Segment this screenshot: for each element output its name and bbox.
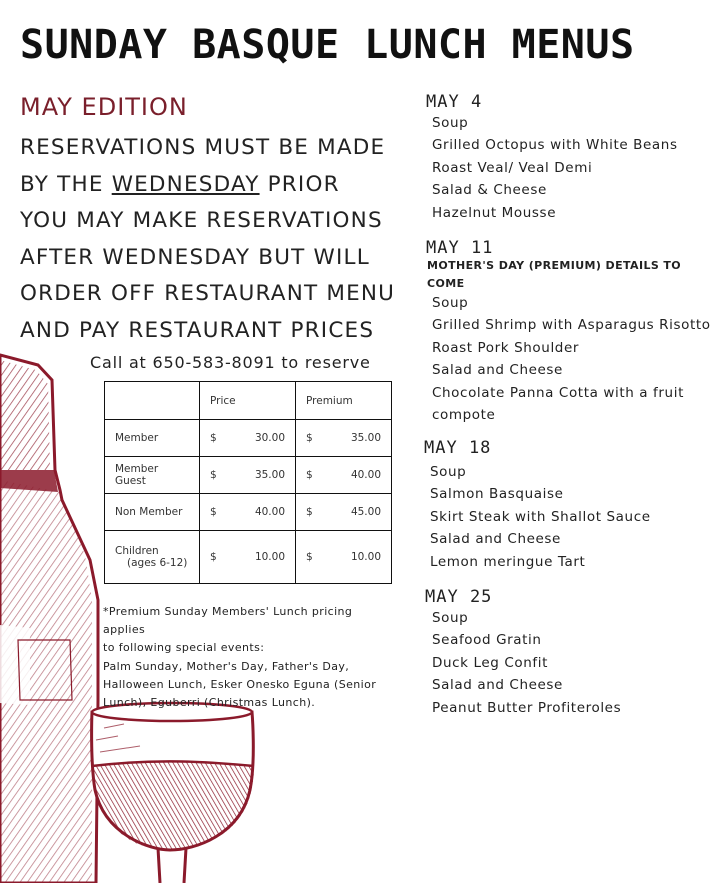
edition-heading: MAY EDITION [20,93,188,121]
menu-items [432,112,678,224]
premium-value: 40.00 [350,469,381,481]
currency-symbol: $ [210,432,217,444]
table-row [105,457,392,494]
premium-value: 10.00 [350,551,381,563]
wine-glass-icon [92,703,254,883]
row-label: Member [105,420,200,457]
price-value: 30.00 [254,432,285,444]
menu-date: MAY 11 [426,238,494,258]
reservation-deadline: WEDNESDAY [111,171,260,197]
menu-item: Salad and Cheese [430,531,561,548]
menu-item: Hazelnut Mousse [432,204,557,221]
menu-items [430,461,651,573]
menu-item: Lemon meringue Tart [430,553,586,570]
menu-item: Roast Veal/ Veal Demi [432,159,593,176]
table-header-row [105,382,392,420]
menu-item: Soup [430,464,467,480]
currency-symbol: $ [210,551,217,563]
menu-item: Peanut Butter Profiteroles [432,699,622,716]
menu-item: Roast Pork Shoulder [432,339,580,356]
menu-subtitle: MOTHER'S DAY (PREMIUM) DETAILS TO COME [427,259,682,290]
menu-item: Soup [432,610,469,626]
menu-date: MAY 4 [426,92,483,112]
price-value: 35.00 [254,469,285,481]
reservation-line: RESERVATIONS MUST BE MADE [20,135,386,160]
page-title: SUNDAY BASQUE LUNCH MENUS [20,22,635,68]
menu-item: Salmon Basquaise [430,486,564,503]
menu-item: Salad and Cheese [432,362,563,379]
premium-value: 45.00 [350,506,381,518]
reservation-line: AND PAY RESTAURANT PRICES [20,317,375,343]
table-header-cell [105,382,200,420]
call-to-reserve: Call at 650-583-8091 to reserve [90,353,371,372]
menu-item: Chocolate Panna Cotta with a fruit [432,384,684,401]
currency-symbol: $ [306,469,313,481]
row-label: Children (ages 6-12) [105,531,200,584]
reservation-line: YOU MAY MAKE RESERVATIONS [20,208,383,234]
menu-item: Duck Leg Confit [432,654,548,671]
menu-items [432,607,621,719]
menu-item: compote [432,407,496,424]
menu-item: Grilled Shrimp with Asparagus Risotto [432,317,711,334]
menu-item: Soup [432,115,469,131]
menu-item: Salad & Cheese [432,182,547,199]
menu-items [432,292,711,426]
price-value: 10.00 [254,551,285,563]
currency-symbol: $ [306,551,313,563]
menu-item: Soup [432,295,469,311]
price-table [104,381,392,584]
reservation-policy [20,130,405,350]
reservation-line: BY THE WEDNESDAY PRIOR [20,171,340,197]
menu-item: Grilled Octopus with White Beans [432,137,678,154]
menu-item: Skirt Steak with Shallot Sauce [430,508,651,525]
table-row [105,494,392,531]
table-header-cell: Price [200,382,296,420]
menu-date: MAY 25 [425,587,493,607]
reservation-line: ORDER OFF RESTAURANT MENU [20,281,396,307]
price-value: 40.00 [254,506,285,518]
table-header-cell: Premium [296,382,392,420]
premium-pricing-note: *Premium Sunday Members' Lunch pricing applies to following special events: Palm Sunday, Mother's Day, Father's Day, Halloween Lunch, Esker Onesko Eguna (Senior Lunch), Eguberri (Christmas Lunch). [103,605,377,710]
table-row [105,420,392,457]
currency-symbol: $ [210,506,217,518]
wine-bottle-icon [0,355,98,883]
currency-symbol: $ [210,469,217,481]
row-label: Member Guest [105,457,200,494]
table-row [105,531,392,584]
currency-symbol: $ [306,432,313,444]
currency-symbol: $ [306,506,313,518]
row-label: Non Member [105,494,200,531]
premium-value: 35.00 [350,432,381,444]
reservation-line: AFTER WEDNESDAY BUT WILL [20,244,370,270]
menu-item: Salad and Cheese [432,677,563,694]
menu-date: MAY 18 [424,438,492,458]
menu-item: Seafood Gratin [432,632,542,649]
